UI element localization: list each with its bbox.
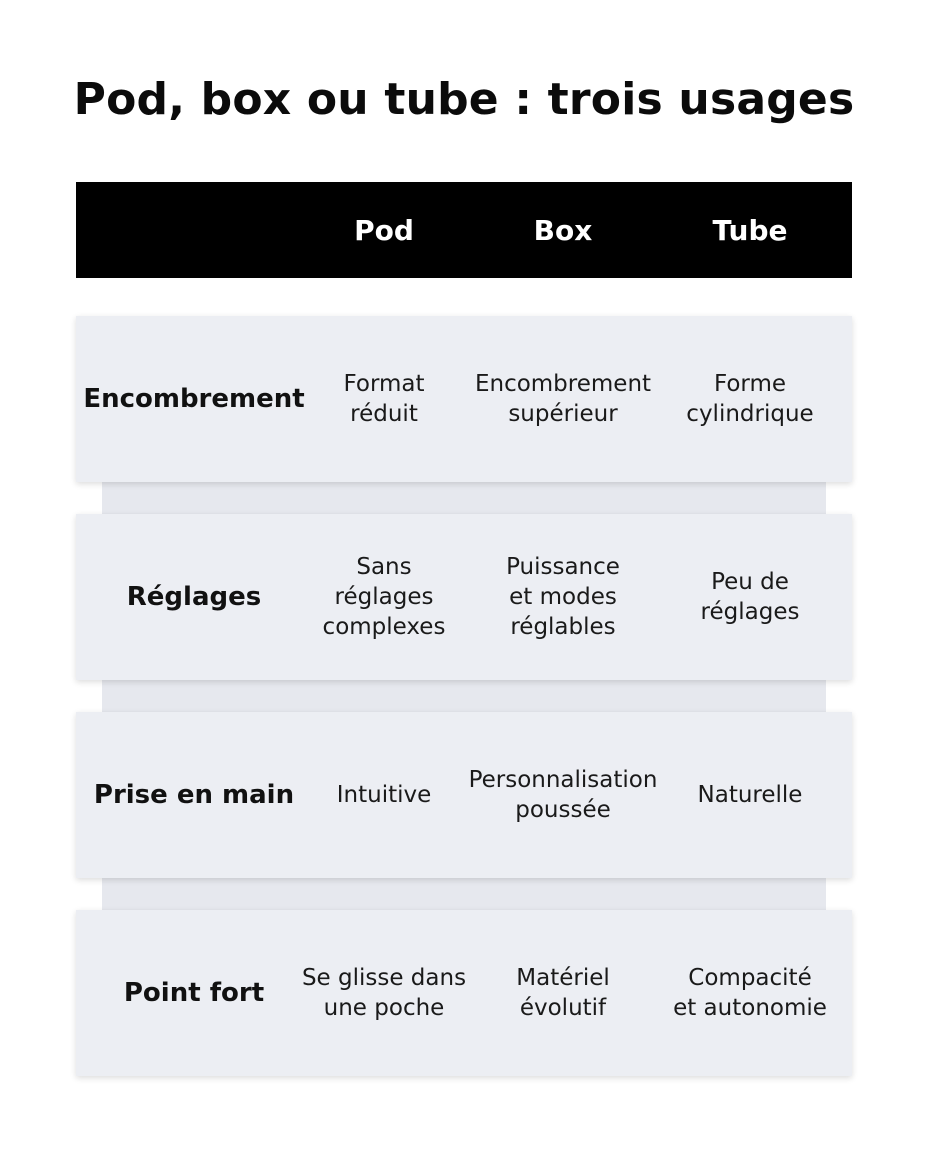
cell-tube: Peu de réglages	[700, 569, 800, 625]
cell-tube: Compacité et autonomie	[673, 965, 827, 1021]
cell-pod: Se glisse dans une poche	[301, 965, 467, 1021]
cell-pod: Intuitive	[336, 782, 432, 808]
row-label: Réglages	[126, 582, 262, 612]
cell-tube: Naturelle	[697, 782, 803, 808]
cell-box: Puissance et modes réglables	[506, 554, 620, 640]
column-header-pod: Pod	[354, 213, 414, 247]
table-header	[76, 182, 852, 278]
cell-box: Matériel évolutif	[516, 965, 610, 1021]
cell-box: Encombrement supérieur	[474, 371, 652, 427]
page-title: Pod, box ou tube : trois usages	[73, 74, 855, 125]
column-header-box: Box	[533, 213, 593, 247]
column-header-tube: Tube	[712, 213, 788, 247]
cell-tube: Forme cylindrique	[686, 371, 814, 427]
row-label: Prise en main	[93, 780, 295, 810]
cell-pod: Format réduit	[343, 371, 425, 427]
table-row-prise-en-main	[76, 712, 852, 878]
row-label: Encombrement	[83, 384, 305, 414]
table-row-encombrement	[76, 316, 852, 482]
row-label: Point fort	[123, 978, 265, 1008]
table-row-point-fort	[76, 910, 852, 1076]
cell-box: Personnalisation poussée	[468, 767, 658, 823]
cell-pod: Sans réglages complexes	[322, 554, 446, 640]
table-row-reglages	[76, 514, 852, 680]
